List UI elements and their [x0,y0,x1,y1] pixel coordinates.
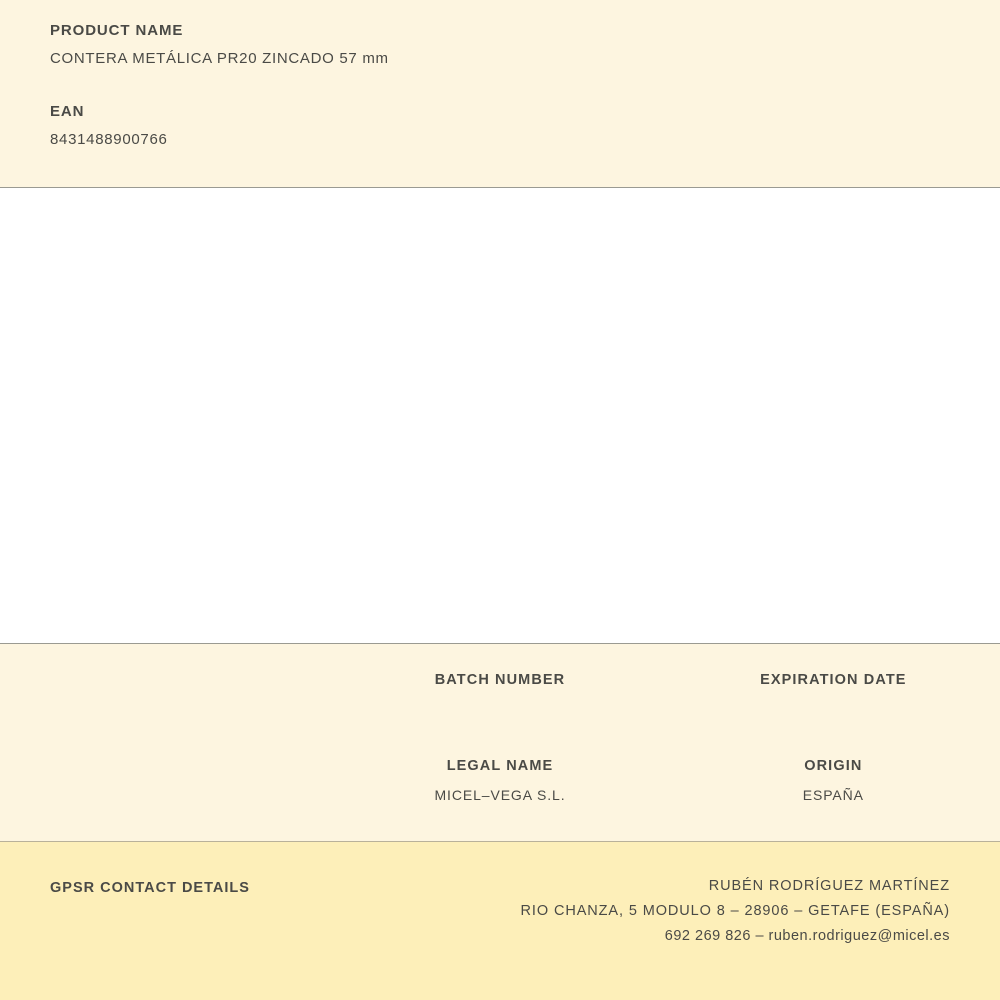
origin-value: ESPAÑA [802,787,864,803]
info-block [0,644,1000,842]
product-name-value: CONTERA METÁLICA PR20 ZINCADO 57 mm [50,50,389,67]
info-cell-empty-left [0,672,333,696]
contact-phone-email: 692 269 826 – ruben.rodriguez@micel.es [664,928,950,944]
batch-number-label: BATCH NUMBER [434,672,566,688]
header-block [0,0,1000,188]
info-cell-empty-left-2 [0,758,333,803]
info-row-batch-expiration [0,672,1000,696]
legal-name-label: LEGAL NAME [446,758,554,774]
footer-block [0,842,1000,1000]
gpsr-contact-details-value [521,878,950,944]
ean-field [50,103,950,148]
ean-value: 8431488900766 [50,131,168,148]
expiration-date-field [667,672,1000,696]
ean-label: EAN [50,103,85,120]
legal-name-value: MICEL–VEGA S.L. [434,787,566,803]
contact-address: RIO CHANZA, 5 MODULO 8 – 28906 – GETAFE (ESPAÑA) [520,903,950,919]
gpsr-contact-details-label: GPSR CONTACT DETAILS [50,880,250,896]
product-name-field [50,22,950,67]
product-image-area [0,188,1000,644]
origin-label: ORIGIN [804,758,863,774]
expiration-date-label: EXPIRATION DATE [760,672,907,688]
origin-field [667,758,1000,803]
info-row-legal-origin [0,758,1000,803]
contact-name: RUBÉN RODRÍGUEZ MARTÍNEZ [708,878,950,894]
product-name-label: PRODUCT NAME [50,22,184,39]
legal-name-field [333,758,666,803]
batch-number-field [333,672,666,696]
